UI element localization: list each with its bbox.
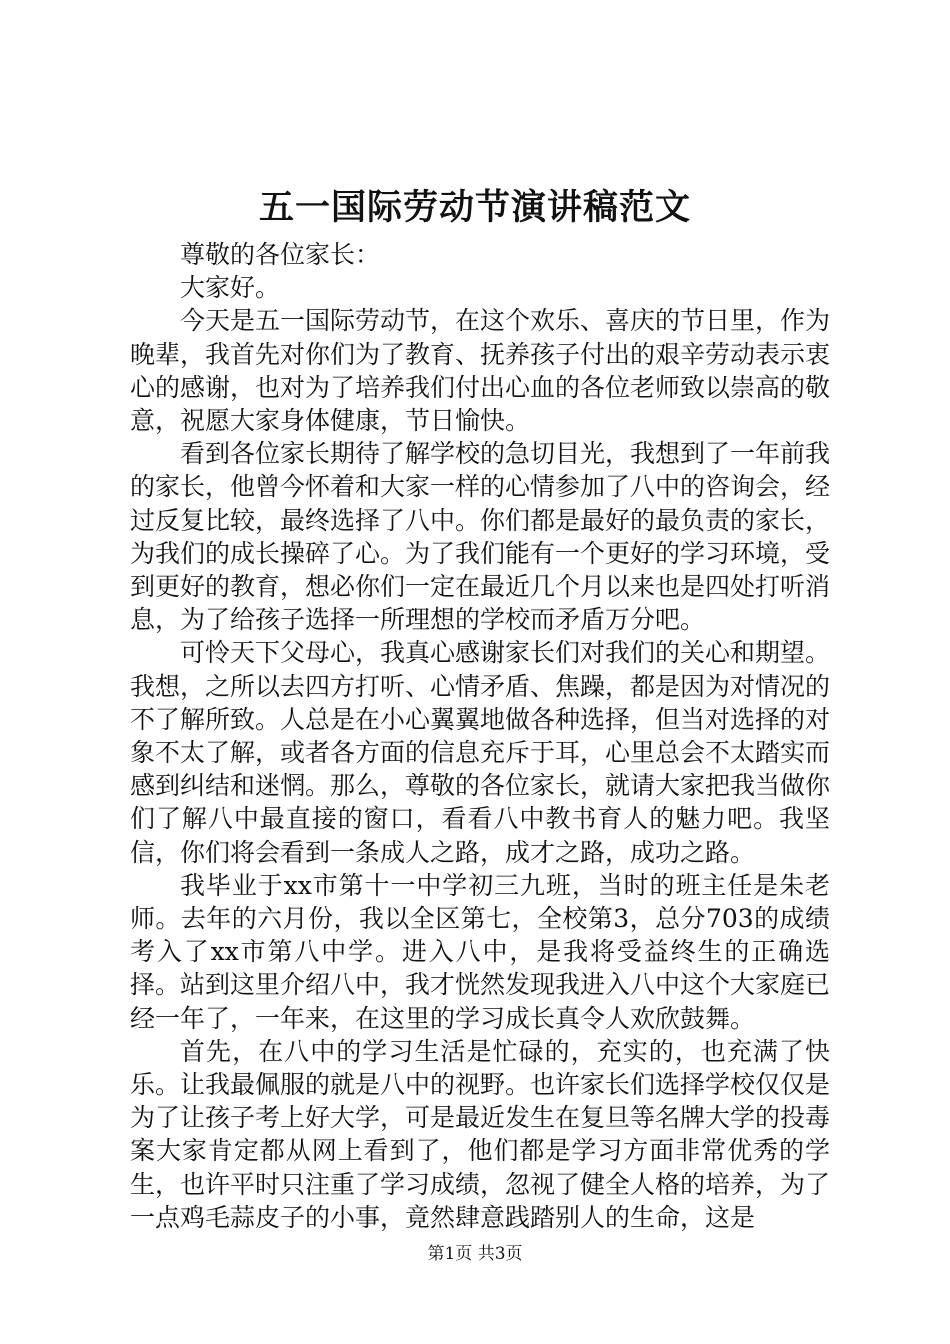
paragraph: 首先，在八中的学习生活是忙碌的，充实的，也充满了快乐。让我最佩服的就是八中的视野。也许家长们选择学校仅仅是为了让孩子考上好大学，可是最近发生在复旦等名牌大学的投毒案大家肯定都从网上看到了，他们都是学习方面非常优秀的学生，也许平时只注重了学习成绩，忽视了健全人格的培养，为了一点鸡毛蒜皮子的小事，竟然肆意践踏别人的生命，这是	[130, 1036, 831, 1232]
salutation: 尊敬的各位家长：	[180, 240, 381, 269]
document-body	[130, 238, 830, 1234]
page-footer	[0, 1242, 950, 1266]
page-indicator: 第1页 共3页	[427, 1244, 523, 1264]
paragraph: 可怜天下父母心，我真心感谢家长们对我们的关心和期望。我想，之所以去四方打听、心情矛盾、焦躁，都是因为对情况的不了解所致。人总是在小心翼翼地做各种选择，但当对选择的对象不太了解，或者各方面的信息充斥于耳，心里总会不太踏实而感到纠结和迷惘。那么，尊敬的各位家长，就请大家把我当做你们了解八中最直接的窗口，看看八中教书育人的魅力吧。我坚信，你们将会看到一条成人之路，成才之路，成功之路。	[130, 638, 831, 867]
paragraph: 看到各位家长期待了解学校的急切目光，我想到了一年前我的家长，他曾今怀着和大家一样的心情参加了八中的咨询会，经过反复比较，最终选择了八中。你们都是最好的最负责的家长，为我们的成长操碎了心。为了我们能有一个更好的学习环境，受到更好的教育，想必你们一定在最近几个月以来也是四处打听消息，为了给孩子选择一所理想的学校而矛盾万分吧。	[130, 439, 831, 635]
document-title: 五一国际劳动节演讲稿范文	[258, 187, 691, 228]
greeting: 大家好。	[180, 273, 281, 303]
paragraph: 今天是五一国际劳动节，在这个欢乐、喜庆的节日里，作为晚辈，我首先对你们为了教育、抚养孩子付出的艰辛劳动表示衷心的感谢，也对为了培养我们付出心血的各位老师致以崇高的敬意，祝愿大家身体健康，节日愉快。	[130, 306, 831, 436]
paragraph: 我毕业于xx市第十一中学初三九班，当时的班主任是朱老师。去年的六月份，我以全区第七，全校第3，总分703的成绩考入了xx市第八中学。进入八中，是我将受益终生的正确选择。站到这里介绍八中，我才恍然发现我进入八中这个大家庭已经一年了，一年来，在这里的学习成长真令人欢欣鼓舞。	[130, 870, 831, 1033]
